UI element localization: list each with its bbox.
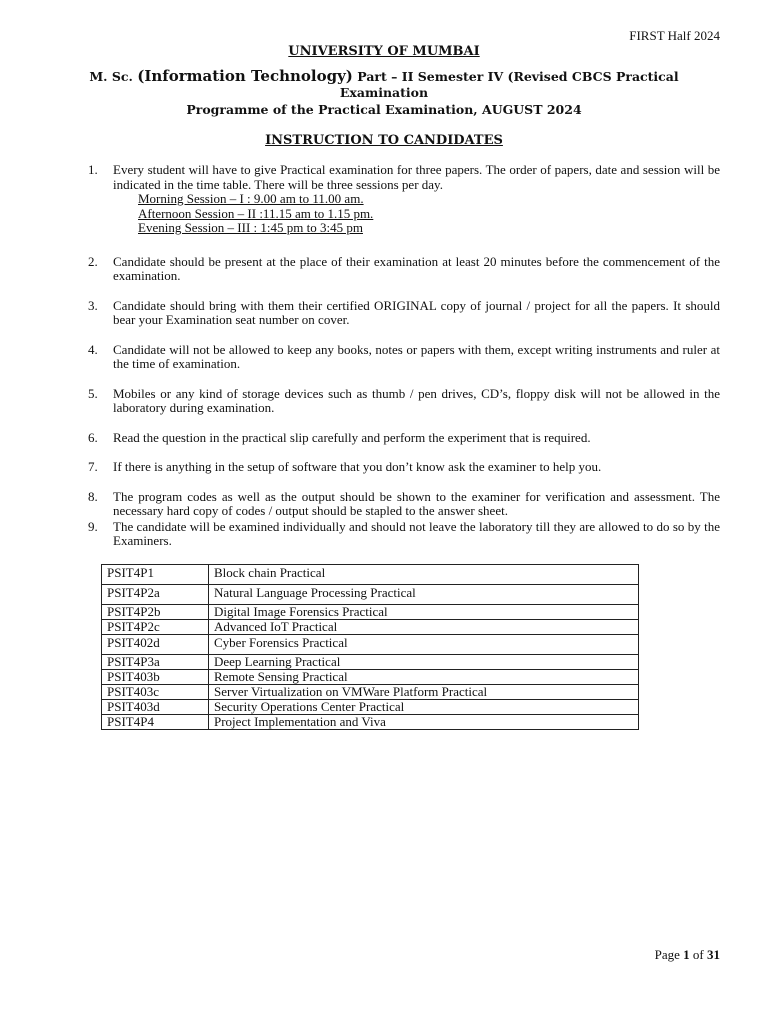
instruction-item: [88, 163, 720, 192]
table-row: [102, 585, 639, 605]
of-word: of: [689, 947, 707, 962]
course-main: (Information Technology): [137, 67, 353, 85]
sessions-block: [88, 192, 720, 236]
instruction-text: Mobiles or any kind of storage devices such as thumb / pen drives, CD’s, floppy disk will not be allowed in the laboratory during examination.: [113, 385, 720, 415]
table-row: [102, 605, 639, 620]
instruction-text: Read the question in the practical slip carefully and perform the experiment that is required.: [113, 429, 591, 445]
instruction-number: 5.: [88, 385, 98, 401]
programme-title: Programme of the Practical Examination, AUGUST 2024: [186, 102, 582, 117]
paper-name: Remote Sensing Practical: [209, 670, 639, 685]
instruction-item: [88, 431, 720, 446]
paper-code: PSIT4P4: [102, 715, 209, 730]
paper-code: PSIT402d: [102, 635, 209, 655]
instruction-text: The program codes as well as the output should be shown to the examiner for verification and assessment. The necessary hard copy of codes / output should be stapled to the answer sheet.: [113, 488, 720, 518]
session-evening: Evening Session – III : 1:45 pm to 3:45 pm: [138, 220, 363, 235]
page-number: 1: [683, 947, 690, 962]
session-afternoon: Afternoon Session – II :11.15 am to 1.15 pm.: [138, 205, 374, 221]
instruction-number: 9.: [88, 518, 98, 534]
table-row: [102, 685, 639, 700]
paper-name: Project Implementation and Viva: [209, 715, 639, 730]
paper-name: Advanced IoT Practical: [209, 620, 639, 635]
instruction-number: 2.: [88, 253, 98, 269]
instruction-item: [88, 460, 720, 475]
page-total: 31: [707, 947, 720, 962]
paper-code: PSIT4P1: [102, 565, 209, 585]
paper-code: PSIT4P2a: [102, 585, 209, 605]
instruction-item: [88, 343, 720, 372]
paper-name: Digital Image Forensics Practical: [209, 605, 639, 620]
session-morning: Morning Session – I : 9.00 am to 11.00 am.: [138, 191, 364, 206]
table-row: [102, 620, 639, 635]
paper-name: Block chain Practical: [209, 565, 639, 585]
course-title: [0, 68, 768, 101]
page-footer: [655, 947, 720, 963]
instruction-number: 8.: [88, 488, 98, 504]
paper-code: PSIT4P3a: [102, 655, 209, 670]
university-title: UNIVERSITY OF MUMBAI: [288, 44, 480, 59]
paper-code: PSIT4P2c: [102, 620, 209, 635]
instruction-item: [88, 490, 720, 519]
table-row: [102, 670, 639, 685]
paper-name: Security Operations Center Practical: [209, 700, 639, 715]
instruction-text: The candidate will be examined individually and should not leave the laboratory till they are allowed to do so by the Examiners.: [113, 518, 720, 548]
instruction-item: [88, 255, 720, 284]
paper-name: Server Virtualization on VMWare Platform Practical: [209, 685, 639, 700]
instruction-number: 6.: [88, 429, 98, 445]
paper-name: Natural Language Processing Practical: [209, 585, 639, 605]
paper-code: PSIT403b: [102, 670, 209, 685]
table-row: [102, 565, 639, 585]
papers-table: [101, 564, 639, 730]
paper-code: PSIT403d: [102, 700, 209, 715]
table-row: [102, 655, 639, 670]
instruction-number: 1.: [88, 162, 98, 177]
instruction-text: Candidate should bring with them their certified ORIGINAL copy of journal / project for all the papers. It should bear your Examination seat number on cover.: [113, 297, 720, 327]
instructions-heading: INSTRUCTION TO CANDIDATES: [265, 133, 503, 148]
instruction-number: 7.: [88, 459, 98, 474]
instruction-text: Every student will have to give Practical examination for three papers. The order of papers, date and session will be indicated in the time table. There will be three sessions per day.: [113, 162, 720, 192]
instruction-text: Candidate will not be allowed to keep any books, notes or papers with them, except writing instruments and ruler at the time of examination.: [113, 341, 720, 371]
half-label: FIRST Half 2024: [629, 28, 720, 43]
instruction-item: [88, 520, 720, 549]
instruction-text: If there is anything in the setup of software that you don’t know ask the examiner to help you.: [113, 459, 602, 474]
instruction-item: [88, 299, 720, 328]
course-prefix: M. Sc.: [89, 69, 138, 84]
paper-code: PSIT403c: [102, 685, 209, 700]
instructions-list: [88, 163, 720, 549]
instruction-number: 3.: [88, 297, 98, 313]
table-row: [102, 715, 639, 730]
table-row: [102, 700, 639, 715]
paper-name: Deep Learning Practical: [209, 655, 639, 670]
paper-code: PSIT4P2b: [102, 605, 209, 620]
course-line2: Examination: [339, 85, 429, 100]
instruction-item: [88, 387, 720, 416]
page-word: Page: [654, 947, 684, 962]
course-suffix: Part – II Semester IV (Revised CBCS Practical: [352, 69, 679, 84]
instruction-number: 4.: [88, 341, 98, 357]
instruction-text: Candidate should be present at the place of their examination at least 20 minutes before the commencement of the examination.: [113, 253, 720, 283]
paper-name: Cyber Forensics Practical: [209, 635, 639, 655]
table-row: [102, 635, 639, 655]
